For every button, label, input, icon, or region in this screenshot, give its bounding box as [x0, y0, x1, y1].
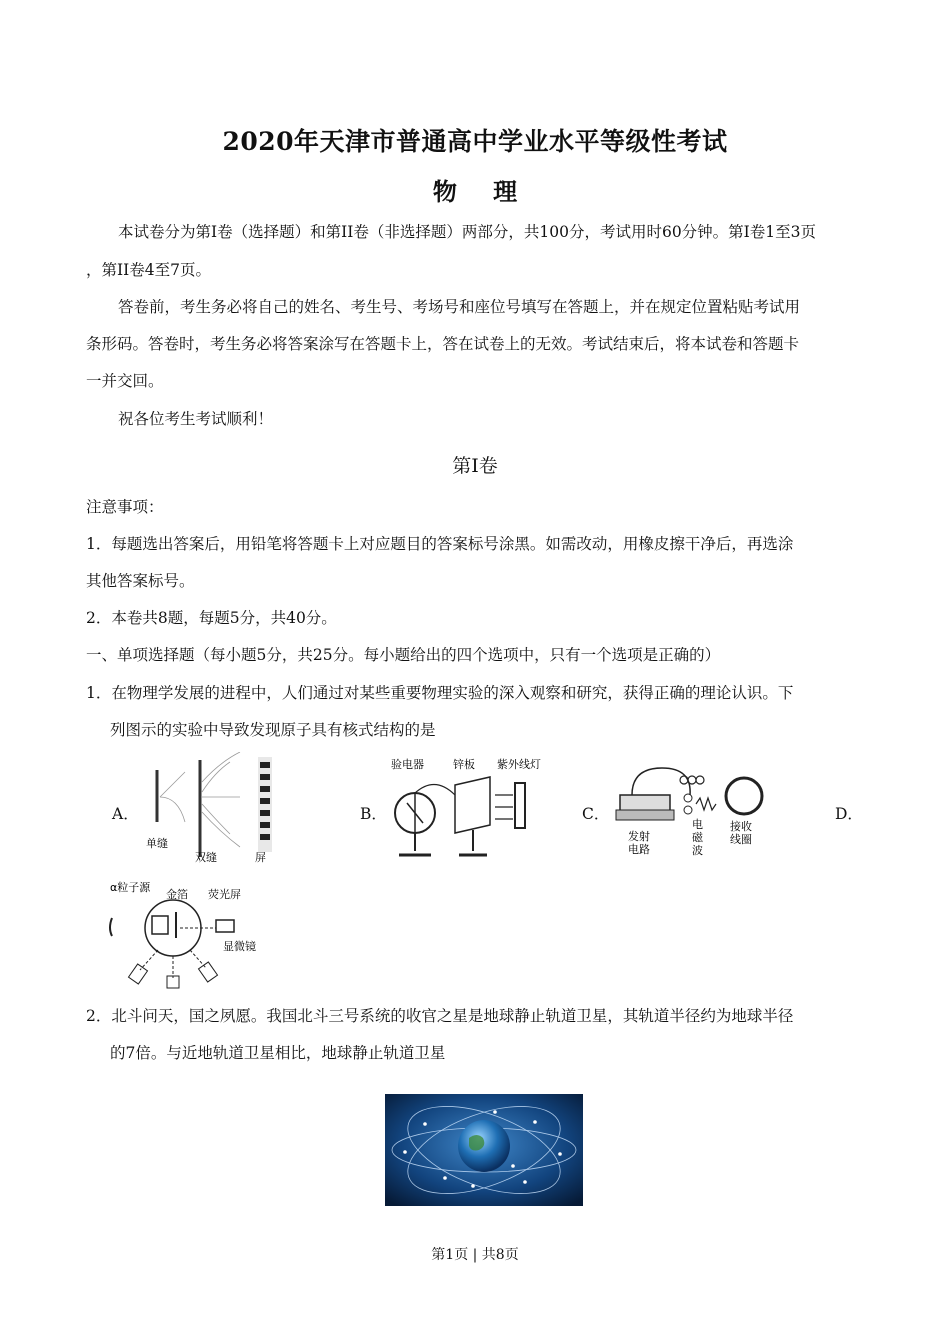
figure-c-em-wave — [612, 760, 772, 860]
fig-c-label-transmit: 发射 — [628, 830, 650, 843]
fig-a-label-single-slit: 单缝 — [146, 837, 168, 850]
notice-1-line2: 其他答案标号。 — [86, 572, 195, 590]
section-title: 第I卷 — [452, 455, 498, 477]
page-footer: 第1页 | 共8页 — [431, 1247, 519, 1263]
question-2-line2: 的7倍。与近地轨道卫星相比，地球静止轨道卫星 — [110, 1044, 446, 1062]
figure-d-rutherford — [108, 878, 268, 990]
fig-c-label-receive: 接收 — [730, 820, 752, 833]
option-b-label: B． — [360, 805, 387, 823]
subject-title: 物 理 — [432, 177, 532, 206]
fig-c-label-coil: 线圈 — [730, 833, 752, 846]
beidou-satellite-image — [385, 1094, 583, 1206]
fig-d-label-alpha-source: α粒子源 — [110, 881, 151, 894]
exam-title: 2020年天津市普通高中学业水平等级性考试 — [222, 127, 728, 156]
intro-p1-line2: ，第II卷4至7页。 — [86, 261, 211, 279]
fig-d-label-microscope: 显微镜 — [223, 940, 256, 953]
option-a-label: A． — [112, 805, 139, 823]
intro-p2-line1: 答卷前，考生务必将自己的姓名、考生号、考场号和座位号填写在答题上，并在规定位置粘贴考试用 — [118, 298, 801, 316]
intro-p2-line3: 一并交回。 — [86, 372, 164, 390]
fig-c-label-m: 磁 — [692, 831, 703, 844]
intro-p2-line2: 条形码。答卷时，考生务必将答案涂写在答题卡上，答在试卷上的无效。考试结束后，将本试卷和答题卡 — [86, 335, 800, 353]
part-1-heading: 一、单项选择题（每小题5分，共25分。每小题给出的四个选项中，只有一个选项是正确的） — [86, 646, 721, 664]
fig-d-label-screen: 荧光屏 — [208, 888, 241, 901]
fig-b-label-uv-lamp: 紫外线灯 — [497, 758, 541, 771]
fig-c-label-circuit: 电路 — [628, 843, 650, 856]
notice-2: 2．本卷共8题，每题5分，共40分。 — [86, 609, 337, 627]
option-c-label: C． — [582, 805, 610, 823]
figure-a-double-slit — [140, 752, 300, 867]
notice-1-line1: 1．每题选出答案后，用铅笔将答题卡上对应题目的答案标号涂黑。如需改动，用橡皮擦干净后，再选涂 — [86, 535, 794, 553]
question-1-line2: 列图示的实验中导致发现原子具有核式结构的是 — [110, 721, 436, 739]
fig-b-label-zinc-plate: 锌板 — [453, 758, 475, 771]
fig-a-label-double-slit: 双缝 — [195, 851, 217, 864]
fig-b-label-electroscope: 验电器 — [391, 758, 424, 771]
intro-wish: 祝各位考生考试顺利！ — [118, 410, 274, 428]
fig-c-label-e: 电 — [692, 818, 703, 831]
fig-c-label-w: 波 — [692, 844, 703, 857]
intro-p1-line1: 本试卷分为第I卷（选择题）和第II卷（非选择题）两部分，共100分，考试用时60分钟。第I卷1至3页 — [118, 223, 817, 241]
notice-title: 注意事项： — [86, 498, 164, 516]
fig-d-label-gold-foil: 金箔 — [166, 888, 188, 901]
figure-b-photoelectric — [385, 755, 560, 860]
question-1-line1: 1．在物理学发展的进程中，人们通过对某些重要物理实验的深入观察和研究，获得正确的理论认识。下 — [86, 684, 794, 702]
fig-a-label-screen: 屏 — [255, 851, 266, 864]
question-2-line1: 2．北斗问天，国之夙愿。我国北斗三号系统的收官之星是地球静止轨道卫星，其轨道半径约为地球半径 — [86, 1007, 794, 1025]
option-d-label: D． — [835, 805, 863, 823]
